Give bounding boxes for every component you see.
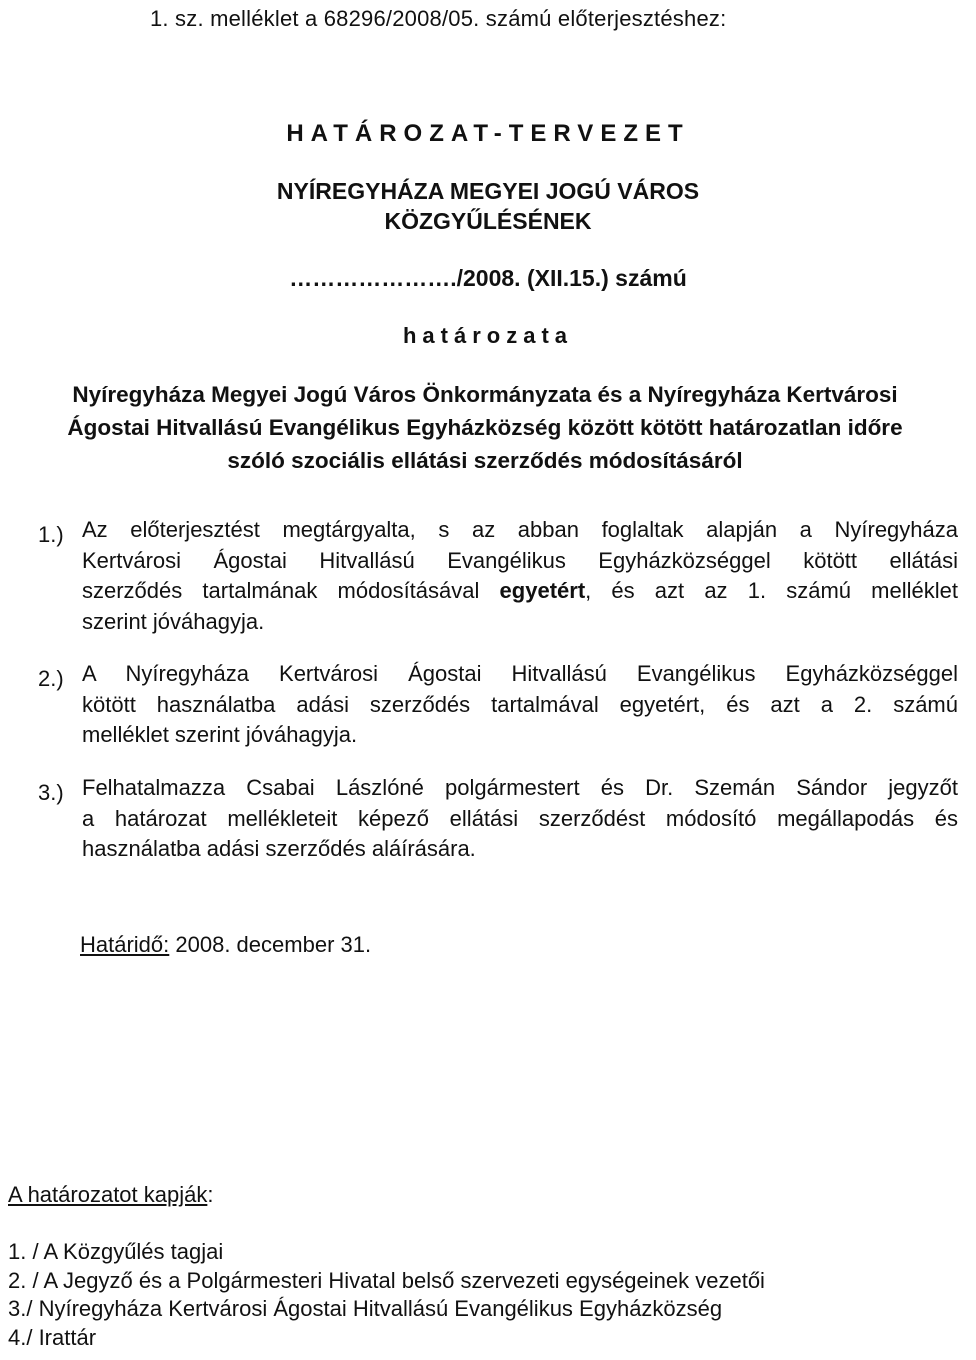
body-name-line1: NYÍREGYHÁZA MEGYEI JOGÚ VÁROS	[276, 178, 700, 204]
item-line: melléklet szerint jóváhagyja.	[82, 722, 358, 747]
subject-line1: Nyíregyháza Megyei Jogú Város Önkormányzata és a Nyíregyháza Kertvárosi	[72, 382, 898, 407]
body-name-line2: KÖZGYŰLÉSÉNEK	[384, 208, 592, 234]
item-number: 2.)	[38, 666, 64, 691]
item-line: Kertvárosi Ágostai Hitvallású Evangélikus Egyházközséggel kötött ellátási	[82, 547, 958, 573]
item-text	[82, 773, 958, 865]
item-number: 1.)	[38, 522, 64, 547]
recipients-list	[8, 1238, 765, 1352]
deadline	[80, 932, 371, 958]
recipients-title-text: A határozatot kapják	[8, 1182, 208, 1207]
item-line: a határozat mellékleteit képező ellátási szerződést módosító megállapodás és	[82, 805, 958, 831]
deadline-value: 2008. december 31.	[169, 932, 372, 957]
item-number: 3.)	[38, 780, 64, 805]
recipients-title	[8, 1182, 213, 1208]
recipient-item: 4./ Irattár	[8, 1324, 97, 1350]
item-line: használatba adási szerződés aláírására.	[82, 836, 476, 861]
annex-note: 1. sz. melléklet a 68296/2008/05. számú előterjesztéshez:	[150, 6, 727, 31]
recipient-item: 1. / A Közgyűlés tagjai	[8, 1239, 224, 1264]
item-text	[82, 515, 958, 637]
item-text-segment: , és azt az 1. számú melléklet	[585, 578, 958, 603]
item-line: szerint jóváhagyja.	[82, 608, 265, 634]
item-line	[82, 576, 958, 607]
resolution-item-2	[38, 659, 958, 751]
resolution-subject	[0, 378, 970, 477]
item-line: Felhatalmazza Csabai Lászlóné polgármestert és Dr. Szemán Sándor jegyzőt	[82, 775, 958, 800]
recipient-item: 3./ Nyíregyháza Kertvárosi Ágostai Hitvallású Evangélikus Egyházközség	[8, 1296, 723, 1321]
draft-title: HATÁROZAT-TERVEZET	[286, 120, 690, 147]
resolution-word: határozata	[402, 323, 574, 348]
deadline-label: Határidő:	[80, 932, 170, 957]
item-text-segment: szerződés tartalmának módosításával	[82, 578, 500, 603]
resolution-item-1	[38, 515, 958, 637]
item-text	[82, 659, 958, 751]
subject-line2: Ágostai Hitvallású Evangélikus Egyházközség között kötött határozatlan időre	[67, 415, 903, 440]
subject-line3: szóló szociális ellátási szerződés módosításáról	[227, 448, 743, 473]
item-line: Az előterjesztést megtárgyalta, s az abban foglaltak alapján a Nyíregyháza	[82, 517, 958, 542]
emphasis-agree: egyetért	[499, 578, 586, 603]
recipient-item: 2. / A Jegyző és a Polgármesteri Hivatal belső szervezeti egységeinek vezetői	[8, 1267, 765, 1293]
resolution-item-3	[38, 773, 958, 865]
resolution-number: …………………./2008. (XII.15.) számú	[289, 265, 687, 291]
item-line: A Nyíregyháza Kertvárosi Ágostai Hitvallású Evangélikus Egyházközséggel	[82, 661, 958, 686]
recipients-title-colon: :	[207, 1182, 214, 1207]
item-line: kötött használatba adási szerződés tartalmával egyetért, és azt a 2. számú	[82, 691, 958, 717]
